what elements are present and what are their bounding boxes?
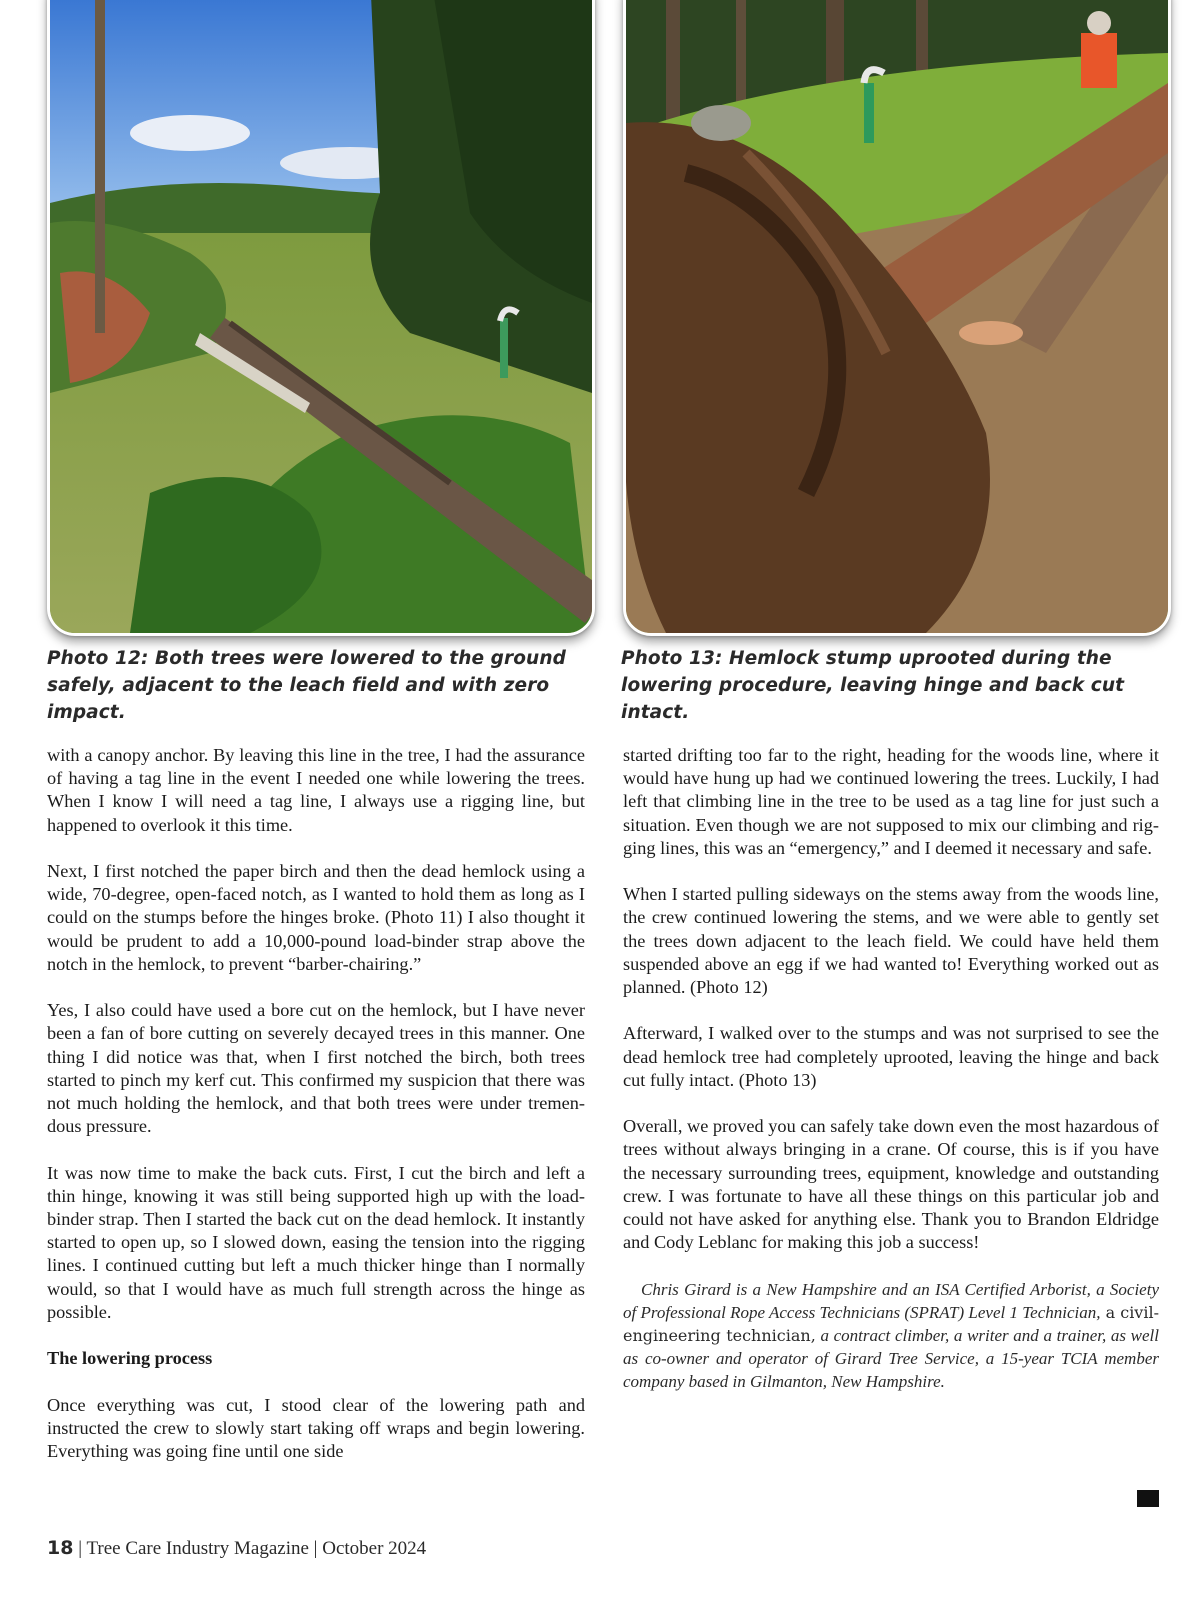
paragraph: Overall, we proved you can safely take down even the most hazardous of trees without always bringing in a crane. Of course, this is if you have the necessary surrounding trees, equipment, knowledge and outstanding crew. I was fortunate to have all these things on this particular job and could not have asked for anything else. Thank you to Brandon Eldridge and Cody Leblanc for making this job a success! [623, 1116, 1159, 1253]
photo-12-fallen-trees [47, 0, 595, 636]
author-bio-part: Chris Girard is a New Hampshire and an ISA Certified Arborist, a Society of Professional Rope Access Technicians (SPRAT) Level 1 Technician, [623, 1279, 1159, 1322]
section-subheading: The lowering process [47, 1348, 213, 1369]
paragraph: with a canopy anchor. By leaving this line in the tree, I had the assurance of having a tag line in the event I needed one while lowering the trees. When I know I will need a tag line, I always use a rigging line, but happened to overlook it this time. [47, 745, 585, 835]
photo-13-uprooted-stump [623, 0, 1171, 636]
end-of-article-square-icon [1137, 1490, 1159, 1507]
footer-separator: | [78, 1538, 83, 1559]
author-bio [623, 1278, 1159, 1394]
photo-13-caption: Photo 13: Hemlock stump uprooted during the lowering procedure, leaving hinge and back cut intact. [621, 648, 1125, 723]
issue-date: October 2024 [322, 1538, 427, 1559]
paragraph: Afterward, I walked over to the stumps and was not surprised to see the dead hemlock tree had completely uprooted, leaving the hinge and back cut fully intact. (Photo 13) [623, 1023, 1159, 1090]
uprooted-stump-photo-icon [626, 0, 1168, 633]
page-footer [47, 1537, 426, 1560]
paragraph: Yes, I also could have used a bore cut on the hemlock, but I have never been a fan of bore cutting on severely decayed trees in this manner. One thing I did notice was that, when I first notched the birch, both trees started to pinch my kerf cut. This confirmed my suspicion that there was not much holding the hemlock, and that both trees were under tremendous pressure. [47, 1000, 585, 1137]
photo-12-caption: Photo 12: Both trees were lowered to the ground safely, adjacent to the leach field and with zero impact. [47, 648, 566, 723]
paragraph: When I started pulling sideways on the stems away from the woods line, the crew continued lowering the stems, and we were able to gently set the trees down adjacent to the leach field. We could have held them suspended above an egg if we had wanted to! Everything worked out as planned. (Photo 12) [623, 884, 1159, 998]
article-right-column [623, 744, 1159, 1394]
paragraph: started drifting too far to the right, heading for the woods line, where it would have hung up had we continued lowering the trees. Luckily, I had left that climbing line in the tree to be used as a tag line for just such a situation. Even though we are not supposed to mix our climbing and rigging lines, this was an “emergency,” and I deemed it necessary and safe. [623, 745, 1159, 858]
author-bio-part: a civil-engineering technician, [623, 1302, 1159, 1346]
publication-name: Tree Care Industry Magazine [86, 1538, 309, 1559]
paragraph: It was now time to make the back cuts. First, I cut the birch and left a thin hinge, knowing it was still being supported high up with the load-binder strap. Then I started the back cut on the dead hemlock. It instantly started to open up, so I slowed down, easing the tension into the rigging lines. I continued cutting but left a much thicker hinge than I normally would, so that I would have as much full strength across the hinge as possible. [47, 1162, 585, 1322]
fallen-trees-photo-icon [50, 0, 592, 633]
footer-separator: | [313, 1538, 318, 1559]
paragraph: Next, I first notched the paper birch and then the dead hemlock using a wide, 70-degree, open-faced notch, as I wanted to hold them as long as I could on the stumps before the hinges broke. (Photo 11) I also thought it would be prudent to add a 10,000-pound load-binder strap above the notch in the hemlock, to prevent “barber-chairing.” [47, 861, 585, 974]
page-number: 18 [47, 1537, 74, 1559]
paragraph: Once everything was cut, I stood clear of the lowering path and instructed the crew to slowly start taking off wraps and begin lowering. Everything was going fine until one side [47, 1394, 585, 1462]
author-bio-part: a contract climber, a writer and a trainer, as well as co-owner and operator of Girard Tree Service, a 15-year TCIA member company based in Gilmanton, New Hampshire. [623, 1326, 1160, 1392]
article-left-column [47, 744, 585, 1463]
